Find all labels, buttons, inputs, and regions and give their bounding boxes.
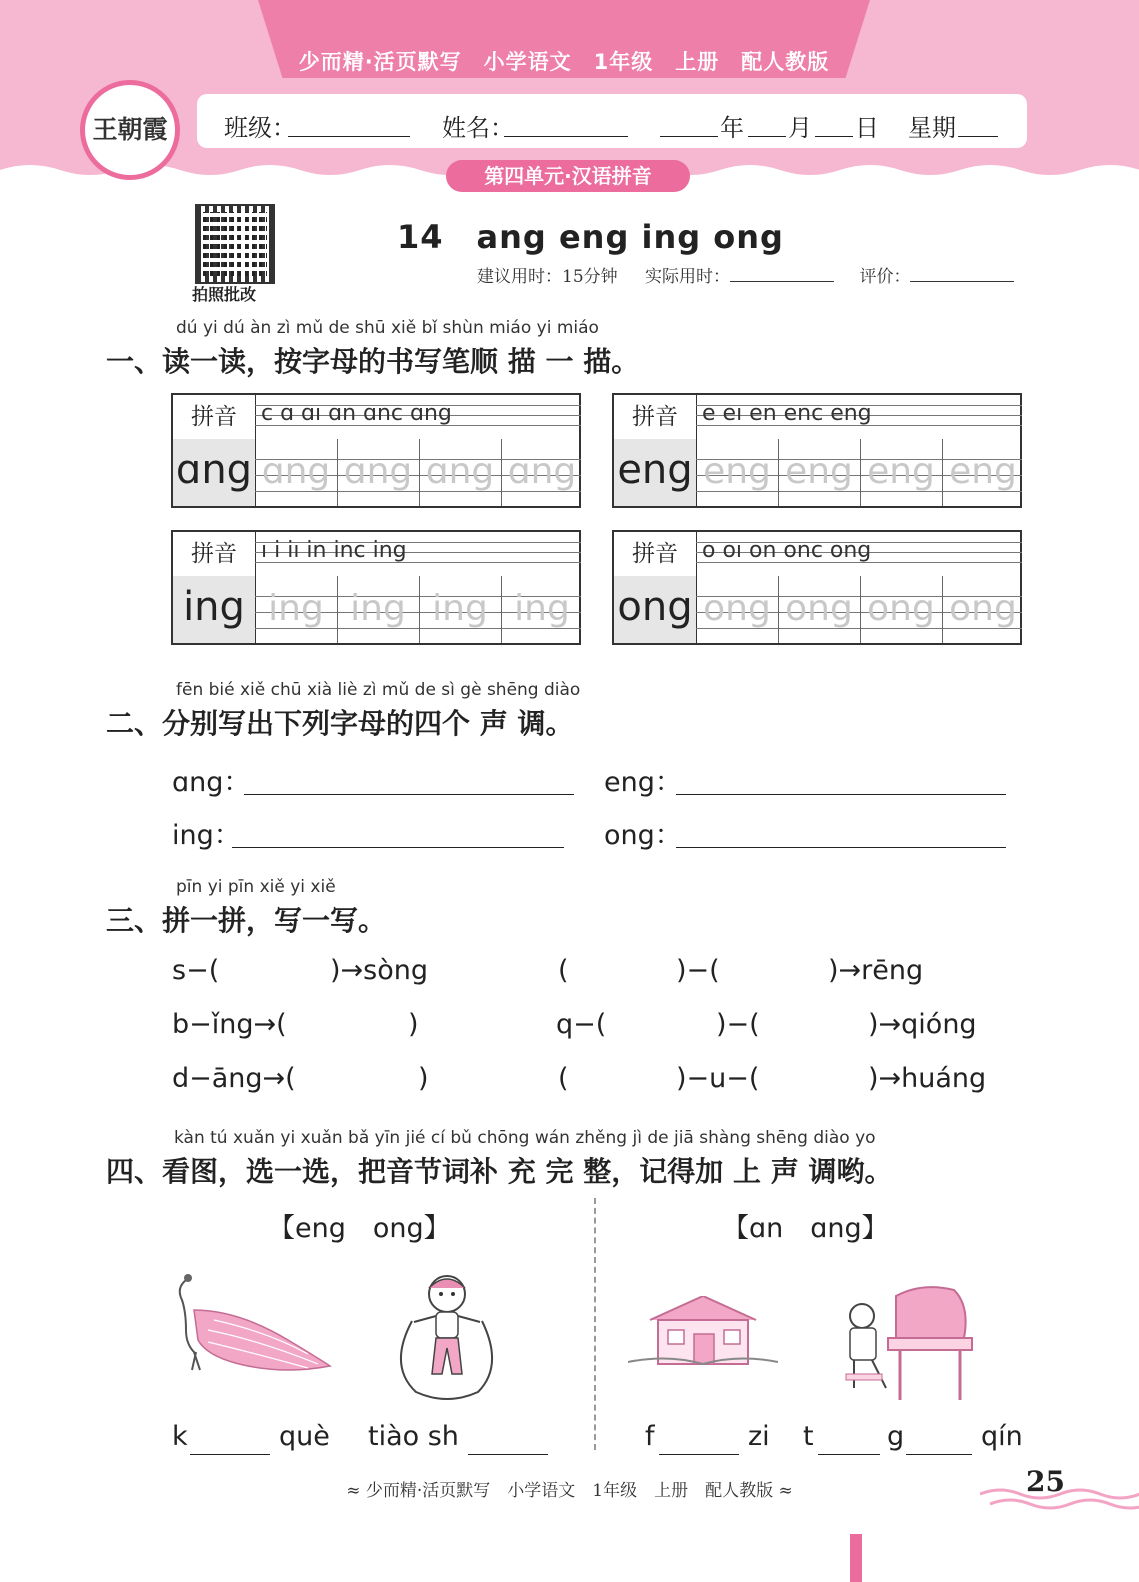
q2-item-ong: ong： <box>604 820 682 851</box>
trace-letter[interactable]: eng <box>703 451 771 492</box>
week-label: 星期 <box>908 114 956 142</box>
q1-title: 一、读一读，按字母的书写笔顺 描 一 描。 <box>106 345 640 378</box>
trace-letter[interactable]: ɑng <box>507 451 577 492</box>
model-letter: ong <box>614 576 697 643</box>
writing-grid <box>612 393 1022 508</box>
trace-letter[interactable]: ong <box>785 588 853 629</box>
page-number: 25 <box>1026 1465 1065 1498</box>
name-field[interactable] <box>504 110 628 137</box>
q4-word-tiaosh: tiào sh <box>368 1421 459 1452</box>
trace-letter[interactable]: ing <box>268 588 324 629</box>
page-edge-marker <box>850 1534 862 1582</box>
model-letter: ing <box>173 576 256 643</box>
writing-grid <box>612 530 1022 645</box>
q4-field-sh[interactable] <box>468 1428 548 1455</box>
class-field[interactable] <box>288 110 410 137</box>
eval-field[interactable] <box>910 267 1014 282</box>
q3-r1-b: )→sòng <box>330 955 428 986</box>
qr-caption: 拍照批改 <box>192 285 257 304</box>
q4-field-f[interactable] <box>659 1428 739 1455</box>
q4-divider <box>594 1198 596 1450</box>
q2-field-eng[interactable] <box>676 768 1006 795</box>
q3-r1-c: ( <box>558 955 569 986</box>
piano-image <box>842 1282 976 1404</box>
q3-r3-d: )−u−( <box>676 1063 760 1094</box>
grid-label: 拼音 <box>173 532 256 577</box>
q3-r3-c: ( <box>558 1063 569 1094</box>
trace-letter[interactable]: eng <box>949 451 1017 492</box>
q2-item-ang: ɑng： <box>172 767 251 798</box>
trace-letter[interactable]: eng <box>785 451 853 492</box>
q3-pinyin: pīn yi pīn xiě yi xiě <box>176 877 336 897</box>
q4-field-k[interactable] <box>190 1428 270 1455</box>
q2-pinyin: fēn bié xiě chū xià liè zì mǔ de sì gè shēng diào <box>176 680 581 700</box>
q4-field-g[interactable] <box>906 1428 972 1455</box>
lesson-title: 14 ang eng ing ong <box>397 218 784 256</box>
grid-label: 拼音 <box>614 395 697 440</box>
q2-item-ing: ing： <box>172 820 241 851</box>
q4-title: 四、看图，选一选，把音节词补 充 完 整，记得加 上 声 调哟。 <box>106 1155 893 1188</box>
footer-text: ≈ 少而精·活页默写 小学语文 1年级 上册 配人教版 ≈ <box>346 1481 793 1501</box>
trace-letter[interactable]: ing <box>350 588 406 629</box>
stroke-sequence: o oı on onc ong <box>702 538 872 563</box>
class-label: 班级： <box>224 114 296 142</box>
q3-r1-d: )−( <box>676 955 720 986</box>
stroke-sequence: ı i iı in inc ing <box>261 538 407 563</box>
q2-item-eng: eng： <box>604 767 682 798</box>
trace-letter[interactable]: ong <box>703 588 771 629</box>
month-field[interactable] <box>748 110 786 137</box>
model-letter: eng <box>614 439 697 506</box>
trace-letter[interactable]: eng <box>867 451 935 492</box>
q2-field-ong[interactable] <box>676 821 1006 848</box>
trace-letter[interactable]: ɑng <box>425 451 495 492</box>
q3-r1-e: )→rēng <box>828 955 924 986</box>
q4-word-k: k <box>172 1421 188 1452</box>
peacock-image <box>168 1270 338 1375</box>
q3-r3-e: )→huáng <box>868 1063 987 1094</box>
trace-letter[interactable]: ing <box>432 588 488 629</box>
q4-right-options: 【ɑn ɑng】 <box>722 1213 889 1244</box>
q4-left-options: 【eng ong】 <box>268 1213 451 1244</box>
writing-grid <box>171 393 581 508</box>
house-image <box>628 1296 778 1368</box>
logo-text: 王朝霞 <box>92 115 168 144</box>
actual-time-label: 实际用时： <box>645 267 731 287</box>
q3-r3-a: d−āng→( <box>172 1063 296 1094</box>
week-field[interactable] <box>958 110 998 137</box>
footer-wave <box>980 1482 1139 1512</box>
actual-time-field[interactable] <box>730 267 834 282</box>
month-label: 月 <box>788 114 812 142</box>
day-field[interactable] <box>815 110 853 137</box>
trace-letter[interactable]: ong <box>949 588 1017 629</box>
stroke-sequence: e eı en enc eng <box>702 401 872 426</box>
eval-label: 评价： <box>859 267 911 287</box>
q4-field-t[interactable] <box>818 1428 880 1455</box>
q4-word-f: f <box>645 1421 655 1452</box>
trace-letter[interactable]: ɑng <box>261 451 331 492</box>
trace-letter[interactable]: ɑng <box>343 451 413 492</box>
q4-word-t: t <box>803 1421 814 1452</box>
writing-grid <box>171 530 581 645</box>
q3-r3-b: ) <box>418 1063 429 1094</box>
girl-jump-rope-image <box>392 1266 502 1401</box>
q3-r2-b: ) <box>408 1009 419 1040</box>
year-field[interactable] <box>660 110 718 137</box>
q3-r2-c: q−( <box>556 1009 607 1040</box>
q4-word-que: què <box>279 1421 330 1452</box>
q4-word-g: g <box>887 1421 905 1452</box>
q4-word-zi: zi <box>748 1421 770 1452</box>
qr-pattern <box>203 212 267 276</box>
trace-letter[interactable]: ing <box>514 588 570 629</box>
q2-field-ing[interactable] <box>232 821 564 848</box>
unit-tag: 第四单元·汉语拼音 <box>446 160 690 192</box>
q4-pinyin: kàn tú xuǎn yi xuǎn bǎ yīn jié cí bǔ chōng wán zhěng jì de jiā shàng shēng diào yo <box>174 1128 876 1148</box>
day-label: 日 <box>855 114 879 142</box>
q3-title: 三、拼一拼，写一写。 <box>106 904 387 937</box>
grid-label: 拼音 <box>614 532 697 577</box>
year-label: 年 <box>720 114 744 142</box>
q2-title: 二、分别写出下列字母的四个 声 调。 <box>106 707 574 740</box>
q2-field-ang[interactable] <box>244 768 574 795</box>
q3-r2-a: b−ǐng→( <box>172 1009 287 1040</box>
stroke-sequence: c ɑ ɑı ɑn ɑnc ɑng <box>261 401 452 426</box>
time-info <box>477 262 1014 287</box>
q4-word-qin: qín <box>981 1421 1023 1452</box>
series-title: 少而精·活页默写 小学语文 1年级 上册 配人教版 <box>298 50 830 74</box>
q1-pinyin: dú yi dú àn zì mǔ de shū xiě bǐ shùn miáo yi miáo <box>176 318 599 338</box>
q3-r1-a: s−( <box>172 955 220 986</box>
model-letter: ɑng <box>173 439 256 506</box>
grid-label: 拼音 <box>173 395 256 440</box>
q3-r2-e: )→qióng <box>868 1009 977 1040</box>
name-label: 姓名： <box>442 114 514 142</box>
trace-letter[interactable]: ong <box>867 588 935 629</box>
q3-r2-d: )−( <box>716 1009 760 1040</box>
suggested-time: 建议用时：15分钟 <box>477 267 618 287</box>
